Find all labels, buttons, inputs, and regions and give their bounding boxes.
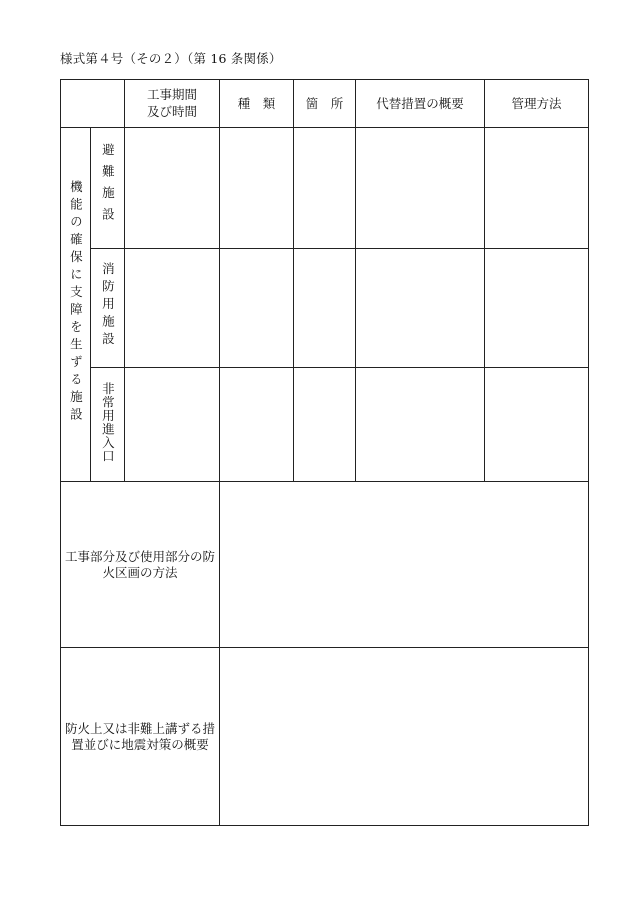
header-location-label: 箇 所 xyxy=(305,95,344,111)
measures-label: 防火上又は非難上講ずる措置並びに地震対策の概要 xyxy=(61,648,220,826)
header-type-label: 種 類 xyxy=(237,95,276,111)
header-alternative: 代替措置の概要 xyxy=(356,80,485,128)
header-period-line1: 工事期間 xyxy=(146,87,197,103)
category-cell xyxy=(61,128,91,482)
fire-compartment-row xyxy=(61,482,589,648)
fire-compartment-input-cell[interactable] xyxy=(220,482,589,648)
form-title: 様式第４号（その２）（第 16 条関係） xyxy=(60,51,282,66)
facility-label: 避難施設 xyxy=(100,143,116,230)
location-input-cell[interactable] xyxy=(294,128,356,249)
header-management: 管理方法 xyxy=(485,80,589,128)
header-location xyxy=(294,80,356,128)
header-row xyxy=(61,80,589,128)
alternative-input-cell[interactable] xyxy=(356,368,485,482)
measures-row xyxy=(61,648,589,826)
period-input-cell[interactable] xyxy=(125,128,220,249)
facility-label-cell xyxy=(91,368,125,482)
period-input-cell[interactable] xyxy=(125,368,220,482)
management-input-cell[interactable] xyxy=(485,368,589,482)
fire-compartment-label: 工事部分及び使用部分の防火区画の方法 xyxy=(61,482,220,648)
type-input-cell[interactable] xyxy=(220,368,294,482)
location-input-cell[interactable] xyxy=(294,249,356,368)
header-period xyxy=(125,80,220,128)
facility-label: 非常用進入口 xyxy=(100,382,116,464)
alternative-input-cell[interactable] xyxy=(356,128,485,249)
management-input-cell[interactable] xyxy=(485,128,589,249)
facility-label: 消防用施設 xyxy=(100,262,116,350)
construction-form-table xyxy=(60,79,589,826)
location-input-cell[interactable] xyxy=(294,368,356,482)
header-period-line2: 及び時間 xyxy=(146,103,197,119)
category-label: 機能の確保に支障を生ずる施設 xyxy=(68,180,84,426)
facility-label-cell xyxy=(91,249,125,368)
measures-input-cell[interactable] xyxy=(220,648,589,826)
header-corner-cell xyxy=(61,80,125,128)
facility-row-firefighting xyxy=(61,249,589,368)
facility-row-emergency-entry xyxy=(61,368,589,482)
alternative-input-cell[interactable] xyxy=(356,249,485,368)
type-input-cell[interactable] xyxy=(220,249,294,368)
facility-row-evacuation xyxy=(61,128,589,249)
management-input-cell[interactable] xyxy=(485,249,589,368)
period-input-cell[interactable] xyxy=(125,249,220,368)
facility-label-cell xyxy=(91,128,125,249)
header-type xyxy=(220,80,294,128)
type-input-cell[interactable] xyxy=(220,128,294,249)
